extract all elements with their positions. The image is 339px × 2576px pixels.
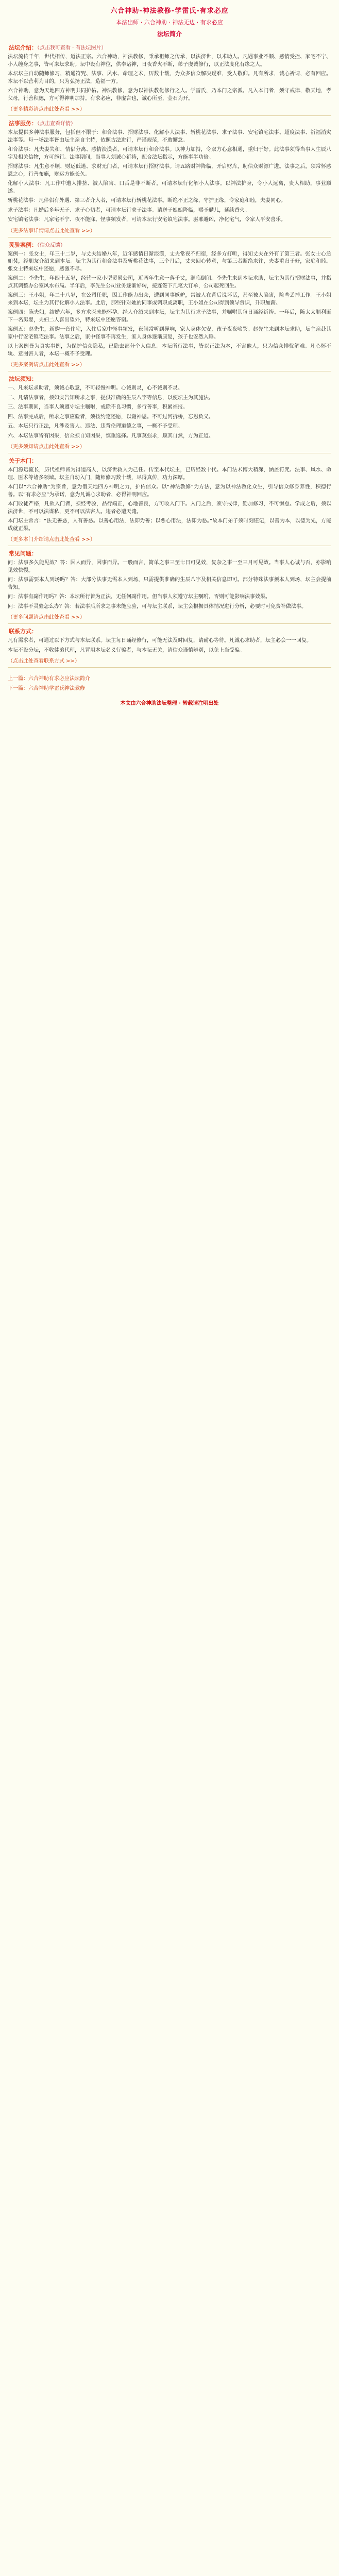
paragraph: 三、法事期间，当事人须遵守坛主嘱咐，戒除不良习惯，多行善事，积累福报。 <box>8 404 188 410</box>
section-title-text: 法坛须知： <box>9 376 37 382</box>
prev-article-link[interactable]: 上一篇：六合神助有求必应法坛简介 <box>8 676 90 682</box>
paragraph: 本门以“六合神助”为宗旨，意为借天地四方神明之力，护佑信众。以“神法教修”为方法，意为以神法教化众生，引导信众修身养性，积德行善。以“有求必应”为承诺，意为凡诚心求助者，必得神明回应。 <box>8 484 331 498</box>
more-link[interactable]: （更多法事详情请点击此处查看 >>） <box>8 228 95 234</box>
more-link[interactable]: （更多本门介绍请点击此处查看 >>） <box>8 537 95 543</box>
paragraph: 问：法事需要本人到场吗？答：大部分法事无需本人到场，只需提供准确的生辰八字及相关信息即可。部分特殊法事须本人到场，坛主会提前告知。 <box>8 577 331 590</box>
section-title <box>8 43 331 52</box>
paragraph: 本坛不设分坛，不收徒弟代理，凡冒用本坛名义行骗者，与本坛无关，请信众谨慎辨别，以免上当受骗。 <box>8 647 245 653</box>
section-title-text: 灵验案例： <box>9 241 37 248</box>
more-link[interactable]: （更多须知请点击此处查看 >>） <box>8 444 85 450</box>
section-title-text: 法坛介绍： <box>9 44 37 51</box>
divider <box>8 667 331 668</box>
section-title <box>8 119 331 127</box>
paragraph: 四、法事完成后，所求之事应验者，须按约定还愿，以谢神恩。不可过河拆桥，忘恩负义。 <box>8 414 214 420</box>
paragraph: 二、凡请法事者，须如实告知所求之事，提供准确的生辰八字等信息，以便坛主为其施法。 <box>8 395 214 401</box>
page-subtitle: 本法出师 · 六合神助 · 神法无边 · 有求必应 <box>116 19 223 26</box>
paragraph: 案例三：王小姐，年二十八岁，在公司任职，因工作能力出众，遭到同事嫉妒，常被人在背后说坏话，甚至被人陷害，险些丢掉工作。王小姐来到本坛，坛主为其行化解小人法事。此后，那些针对她的同事或调职或离职，王小姐在公司得到领导赏识，升职加薪。 <box>8 293 331 306</box>
content <box>8 43 331 668</box>
paragraph: 本门源远流长，历代祖师皆为得道高人，以济世救人为己任。传至本代坛主，已历经数十代。本门法术博大精深，涵盖符咒、法事、风水、命理、医术等诸多领域。坛主自幼入门，随师修习数十载，尽得真传，功力深厚。 <box>8 467 331 481</box>
section-title <box>8 456 331 465</box>
section <box>8 375 331 453</box>
section-subtitle-link[interactable]: （点击我可查看 · 有法坛图片） <box>37 45 107 51</box>
more-link[interactable]: （更多问题请点击此处查看 >>） <box>8 615 85 620</box>
paragraph: 本坛提供多种法事服务，包括但不限于：和合法事、招财法事、化解小人法事、斩桃花法事、求子法事、安宅镇宅法事、超度法事、祈福消灾法事等。每一场法事皆由坛主亲自主持，依照古法进行，严谨规范，不敢懈怠。 <box>8 130 331 143</box>
footer-note: 本文由六合神助法坛整理 · 转载请注明出处 <box>120 701 219 706</box>
paragraph: 法坛流传千年，世代相传，道法正宗。六合神助，神法教修，秉承祖师之传承，以法济世，以术助人。凡遇事业不顺、感情受挫、家宅不宁、小人缠身之事，皆可来坛求助。坛中设有神位，供奉诸神，日夜香火不断，弟子虔诚修行，以正法度化有缘之人。 <box>8 54 331 67</box>
section-title-text: 法事服务： <box>9 120 37 127</box>
paragraph: 招财法事：凡生意不顺、财运低迷、求财无门者，可请本坛行招财法事。请五路财神降临，开启财库，助信众财源广进。法事之后，须常怀感恩之心，行善布施，财运方能长久。 <box>8 164 331 177</box>
paragraph: 问：法事有副作用吗？答：本坛所行皆为正法，无任何副作用。但当事人须遵守坛主嘱咐，否则可能影响法事效果。 <box>8 594 270 600</box>
divider <box>8 623 331 624</box>
section-title-text: 联系方式： <box>9 628 37 635</box>
section-title-text: 常见问题： <box>9 550 37 557</box>
section-title <box>8 375 331 383</box>
header <box>8 5 331 38</box>
paragraph: 五、本坛只行正法，凡涉及害人、违法、违背伦理道德之事，一概不予受理。 <box>8 423 183 429</box>
section-title <box>8 627 331 635</box>
paragraph: 凡有需求者，可通过以下方式与本坛联系。坛主每日诵经修行，可能无法及时回复，请耐心等待。凡诚心求助者，坛主必会一一回复。 <box>8 638 312 643</box>
paragraph: 六合神助，意为天地四方神明共同护佑。神法教修，意为以神法教化修行之人。学雷氏，乃本门之宗派。凡入本门者，须守戒律，敬天地，孝父母，行善积德，方可得神明加持。有求必应，非虚言也，诚心所至，金石为开。 <box>8 88 331 101</box>
page-title: 六合神助-神法教修-学雷氏-有求必应 <box>110 7 229 15</box>
section-subtitle-link[interactable]: （信众反馈） <box>37 242 65 248</box>
paragraph: 六、本坛法事皆有因果，信众须自知因果，慎重选择。凡事莫强求，顺其自然，方为正道。 <box>8 433 214 439</box>
section-title <box>8 549 331 557</box>
section <box>8 456 331 546</box>
section <box>8 43 331 116</box>
paragraph: 求子法事：凡婚后多年无子、求子心切者，可请本坛行求子法事。请送子娘娘降临，赐予麟儿，延续香火。 <box>8 207 250 213</box>
paragraph: 本门坛主常言：“法无善恶，人有善恶。以善心用法，法即为善；以恶心用法，法即为恶。”故本门弟子须时刻谨记，以善为本，以德为先，方能成就正果。 <box>8 518 331 532</box>
section <box>8 627 331 668</box>
more-link[interactable]: （更多精彩请点击此处查看 >>） <box>8 107 85 112</box>
divider <box>8 115 331 116</box>
paragraph: 一、凡来坛求助者，须诚心敬意，不可轻慢神明。心诚则灵，心不诚则不灵。 <box>8 385 183 391</box>
paragraph: 以上案例皆为真实事例，为保护信众隐私，已隐去部分个人信息。本坛所行法事，皆以正法为本，不害他人，只为信众排忧解难。凡心怀不轨、意图害人者，本坛一概不予受理。 <box>8 344 331 357</box>
paragraph: 案例四：陈夫妇，结婚六年，多方求医未能怀孕。经人介绍来到本坛，坛主为其行求子法事，并嘱咐其每日诵经祈祷。一年后，陈太太顺利诞下一名男婴，夫妇二人喜出望外，特来坛中还愿答谢。 <box>8 310 331 323</box>
section <box>8 241 331 372</box>
paragraph: 本门收徒严格，凡欲入门者，须经考验，品行端正，心地善良，方可收入门下。入门之后，须守戒律，勤加修习，不可懈怠。学成之后，须以法济世，不可以法谋私，更不可以法害人。违者必遭天谴。 <box>8 501 331 515</box>
paragraph: 问：法事不灵验怎么办？答：若法事后所求之事未能应验，可与坛主联系，坛主会根据具体情况进行分析，必要时可免费补做法事。 <box>8 603 307 609</box>
next-article-link[interactable]: 下一篇：六合神助学雷氏神法教修 <box>8 686 85 691</box>
paragraph: 安宅镇宅法事：凡家宅不宁、夜不能寐、怪事频发者，可请本坛行安宅镇宅法事。驱邪避凶，净化宅气，令家人平安喜乐。 <box>8 217 286 223</box>
footer-links <box>8 674 331 691</box>
more-link[interactable]: （点击此处查看联系方式 >>） <box>8 658 80 664</box>
paragraph: 和合法事：凡夫妻失和、情侣分离、感情淡漠者，可请本坛行和合法事。以神力加持，令双方心意相通，重归于好。此法事须得当事人生辰八字及相关信物，方可施行。法事期间，当事人须诚心祈祷，配合法坛指示，方能事半功倍。 <box>8 147 331 160</box>
section <box>8 549 331 624</box>
paragraph: 问：法事多久能见效？答：因人而异，因事而异。一般而言，简单之事三至七日可见效，复杂之事一至三月可见效。当事人心诚与否，亦影响见效快慢。 <box>8 560 331 573</box>
paragraph: 本坛坛主自幼随师修习，精通符咒、法事、风水、命理之术，历数十载，为众多信众解决疑难，受人敬仰。凡有所求，诚心祈请，必有回应。本坛不以营利为目的，只为弘扬正法，造福一方。 <box>8 71 331 84</box>
divider <box>8 237 331 238</box>
paragraph: 案例二：李先生，年四十五岁，经营一家小型贸易公司，近两年生意一落千丈，濒临倒闭。李先生来到本坛求助，坛主为其行招财法事，并指点其调整办公室风水布局。半年后，李先生公司业务逐渐好转，接连签下几笔大订单，公司起死回生。 <box>8 276 331 289</box>
page-tagline: 法坛简介 <box>157 30 182 38</box>
paragraph: 案例五：赵先生，新购一套住宅，入住后家中怪事频发，夜间常听到异响，家人身体欠安，孩子夜夜啼哭。赵先生来到本坛求助，坛主亲赴其家中行安宅镇宅法事。法事之后，家中怪事不再发生，家人身体逐渐康复，孩子也安然入睡。 <box>8 327 331 340</box>
section <box>8 119 331 238</box>
paragraph: 斩桃花法事：凡伴侣有外遇、第三者介入者，可请本坛行斩桃花法事。断绝不正之缘，守护正缘，令家庭和睦，夫妻同心。 <box>8 198 286 204</box>
section-title <box>8 241 331 249</box>
more-link[interactable]: （更多案例请点击此处查看 >>） <box>8 362 85 368</box>
page <box>8 0 331 706</box>
section-title-text: 关于本门： <box>9 457 37 464</box>
paragraph: 案例一：张女士，年三十二岁，与丈夫结婚八年，近年感情日渐淡漠，丈夫常夜不归宿，经多方打听，得知丈夫在外有了第三者。张女士心急如焚，经朋友介绍来到本坛。坛主为其行和合法事及斩桃花法事，三个月后，丈夫回心转意，与第三者断绝来往，夫妻重归于好，家庭和睦。张女士特来坛中还愿，感激不尽。 <box>8 251 331 272</box>
section-subtitle-link[interactable]: （点击查看详情） <box>37 121 76 127</box>
paragraph: 化解小人法事：凡工作中遭人排挤、被人陷害、口舌是非不断者，可请本坛行化解小人法事。以神法护身，令小人远离，贵人相助，事业顺遂。 <box>8 181 331 194</box>
